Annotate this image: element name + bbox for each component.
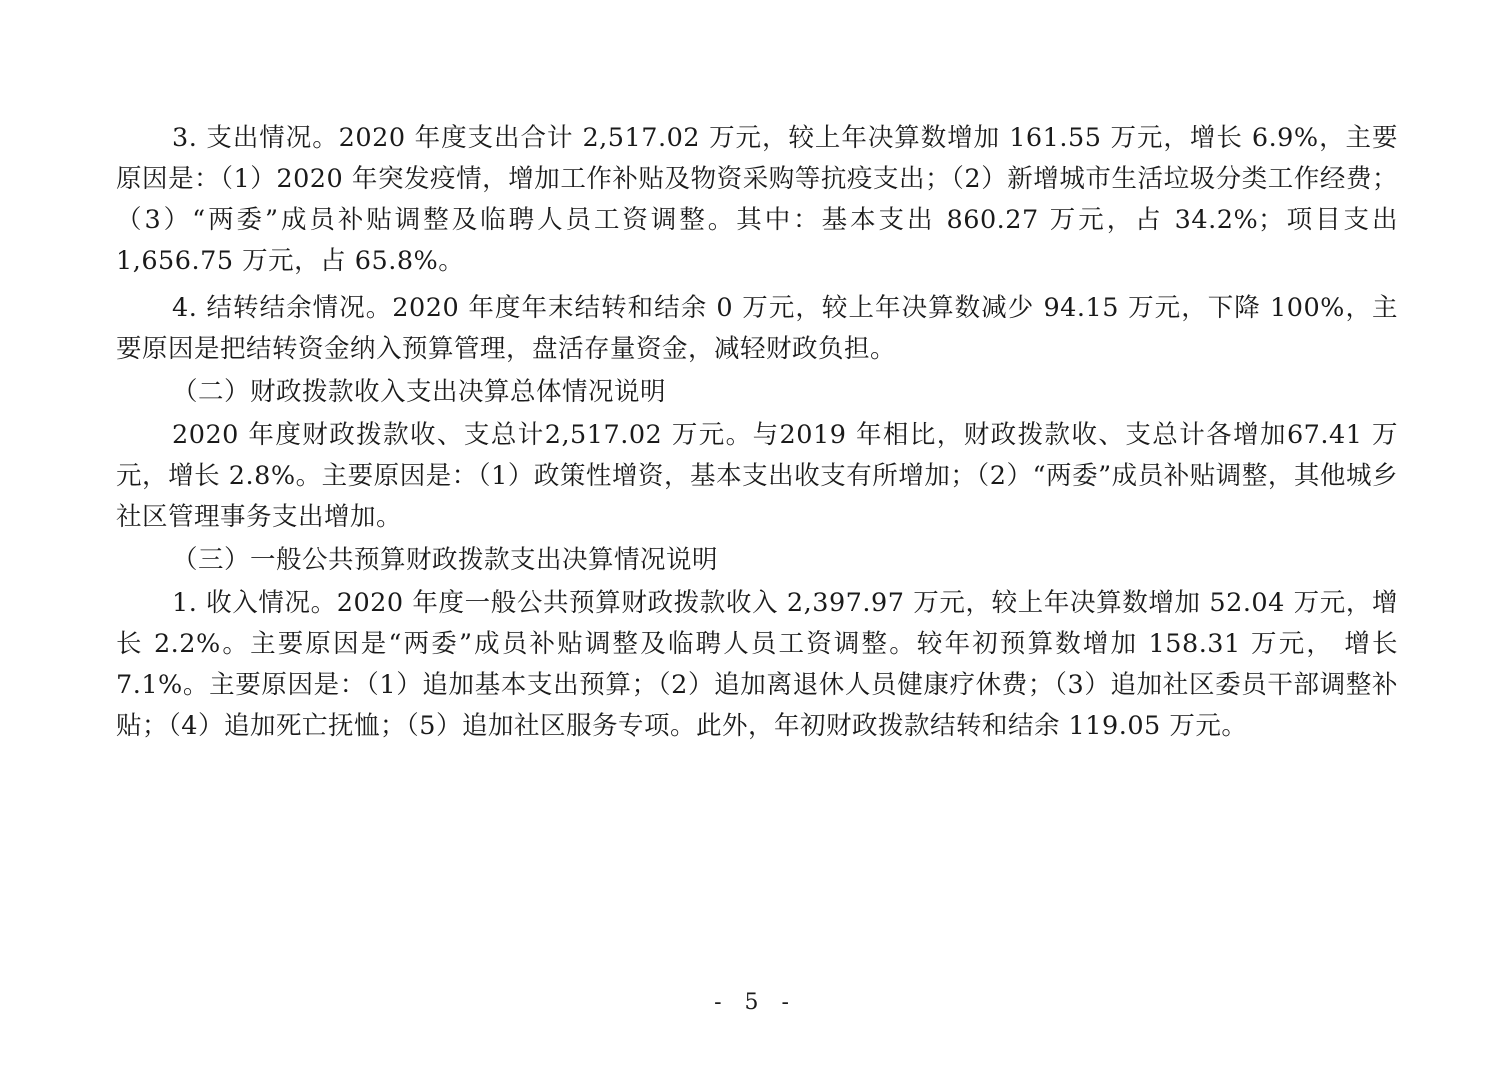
page-number: - 5 -: [714, 990, 797, 1015]
section-heading-general-budget: （三）一般公共预算财政拨款支出决算情况说明: [172, 545, 719, 575]
section-heading-fiscal-overview: （二）财政拨款收入支出决算总体情况说明: [172, 377, 667, 407]
paragraph-fiscal-total: 2020 年度财政拨款收、支总计2,517.02 万元。与2019 年相比，财政拨款收、支总计各增加67.41 万元，增长 2.8%。主要原因是：（1）政策性增资，基本支出收支有所增加；（2）“两委”成员补贴调整，其他城乡社区管理事务支出增加。: [116, 420, 1398, 532]
document-body: [116, 118, 1398, 747]
paragraph-income: 1. 收入情况。2020 年度一般公共预算财政拨款收入 2,397.97 万元，较上年决算数增加 52.04 万元，增长 2.2%。主要原因是“两委”成员补贴调整及临聘人员工资调整。较年初预算数增加 158.31 万元， 增长 7.1%。主要原因是：（1）追加基本支出预算；（2）追加离退休人员健康疗休费；（3）追加社区委员干部调整补贴；（4）追加死亡抚恤；（5）追加社区服务专项。此外，年初财政拨款结转和结余 119.05 万元。: [116, 588, 1398, 741]
paragraph-expenditure: 3. 支出情况。2020 年度支出合计 2,517.02 万元，较上年决算数增加 161.55 万元，增长 6.9%，主要原因是：（1）2020 年突发疫情，增加工作补贴及物资采购等抗疫支出；（2）新增城市生活垃圾分类工作经费；（3）“两委”成员补贴调整及临聘人员工资调整。其中：基本支出 860.27 万元，占 34.2%；项目支出 1,656.75 万元，占 65.8%。: [116, 123, 1398, 276]
paragraph-carryover: 4. 结转结余情况。2020 年度年末结转和结余 0 万元，较上年决算数减少 94.15 万元，下降 100%，主要原因是把结转资金纳入预算管理，盘活存量资金，减轻财政负担。: [116, 293, 1398, 364]
